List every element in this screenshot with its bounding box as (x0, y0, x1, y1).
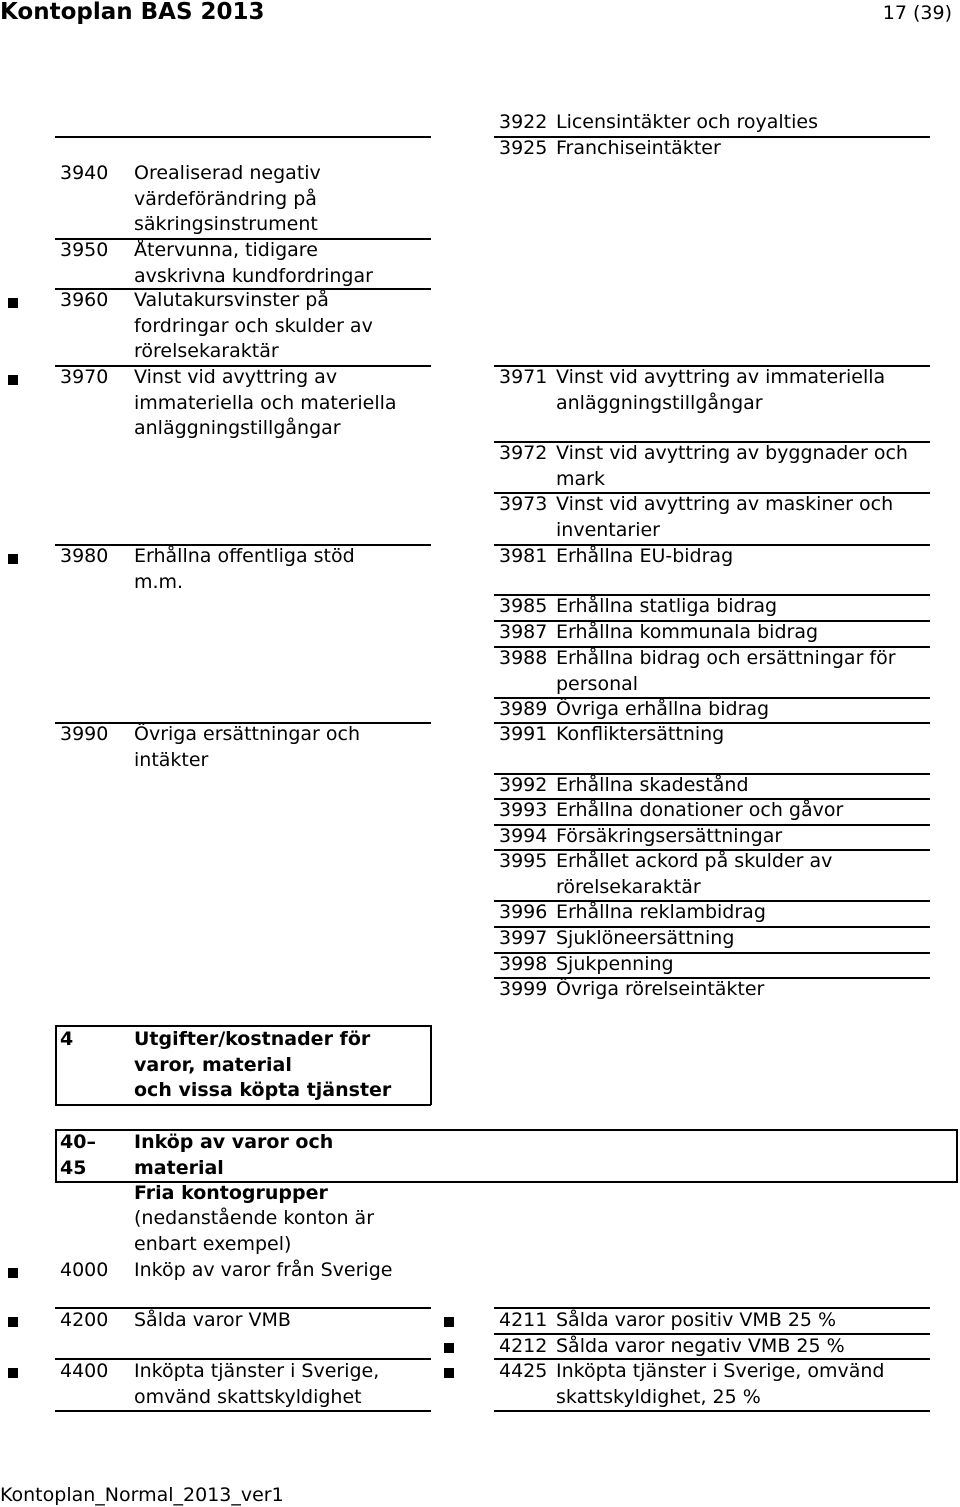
account-name-line: fordringar och skulder av (134, 314, 373, 337)
account-name: Sålda varor VMB (134, 1309, 291, 1331)
account-name (134, 238, 373, 289)
sub-account-number: 3988 (499, 647, 548, 669)
footer-filename: Kontoplan_Normal_2013_ver1 (0, 1484, 284, 1506)
account-name-line: Återvunna, tidigare (134, 239, 318, 261)
divider (494, 1410, 930, 1412)
sub-account-name: Erhållna skadestånd (556, 774, 749, 796)
sub-account-name-line: Vinst vid avyttring av byggnader och (556, 442, 908, 464)
sub-account-name-line: Inköpta tjänster i Sverige, omvänd (556, 1360, 885, 1382)
account-name-line: m.m. (134, 570, 184, 593)
sub-account-number: 3994 (499, 825, 548, 847)
bullet-icon (8, 1268, 18, 1278)
account-name (134, 365, 397, 442)
bullet-icon (8, 1368, 18, 1378)
sub-account-number: 3972 (499, 442, 548, 464)
box-border-left (55, 1025, 57, 1105)
account-name-line: Övriga ersättningar och (134, 723, 361, 745)
sub-account-name: Konfliktersättning (556, 723, 725, 745)
sub-account-name-line: inventarier (556, 518, 660, 541)
sub-account-name-line: Vinst vid avyttring av immateriella (556, 366, 886, 388)
account-number: 4400 (60, 1360, 109, 1382)
class-number: 4 (60, 1028, 74, 1050)
sub-account-name-line: rörelsekaraktär (556, 875, 701, 898)
account-name-line: Orealiserad negativ (134, 162, 321, 184)
sub-account-name-line: skattskyldighet, 25 % (556, 1385, 761, 1408)
account-name-line: Vinst vid avyttring av (134, 366, 338, 388)
sub-account-name: Erhållna reklambidrag (556, 901, 766, 923)
sub-account-name (556, 1359, 884, 1410)
account-name-line: avskrivna kundfordringar (134, 264, 373, 287)
account-name-line: intäkter (134, 748, 209, 771)
class-title-line: och vissa köpta tjänster (134, 1079, 392, 1102)
sub-account-name (556, 492, 893, 543)
account-name-line: omvänd skattskyldighet (134, 1385, 362, 1408)
account-number: 4000 (60, 1259, 109, 1281)
account-name (134, 1359, 379, 1410)
free-groups-note (134, 1206, 374, 1257)
sub-account-name: Försäkringsersättningar (556, 825, 783, 847)
account-name-line: säkringsinstrument (134, 213, 318, 236)
account-number: 3950 (60, 239, 109, 261)
bullet-icon (444, 1317, 454, 1327)
class-title (134, 1027, 391, 1104)
sub-account-name: Erhållna donationer och gåvor (556, 799, 844, 821)
class-title-line: Utgifter/kostnader för (134, 1028, 371, 1050)
class-title-line: varor, material (134, 1053, 292, 1076)
sub-account-name: Erhållna kommunala bidrag (556, 621, 819, 643)
account-name-line: Valutakursvinster på (134, 289, 329, 311)
bullet-icon (444, 1368, 454, 1378)
account-name-line: Inköpta tjänster i Sverige, (134, 1360, 380, 1382)
group-number-line: 40– (60, 1131, 96, 1153)
sub-account-name (556, 849, 832, 900)
sub-account-number: 3973 (499, 493, 548, 515)
sub-account-name: Sålda varor positiv VMB 25 % (556, 1309, 837, 1331)
account-name-line: immateriella och materiella (134, 391, 397, 414)
bullet-icon (8, 375, 18, 385)
account-name-line: rörelsekaraktär (134, 340, 279, 363)
account-name (134, 161, 321, 238)
sub-account-number: 4425 (499, 1360, 548, 1382)
free-groups-note-line: enbart exempel) (134, 1232, 292, 1255)
sub-account-number: 3989 (499, 698, 548, 720)
sub-account-number: 3999 (499, 978, 548, 1000)
sub-account-name: Licensintäkter och royalties (556, 111, 819, 133)
sub-account-name-line: anläggningstillgångar (556, 391, 763, 414)
account-number: 3980 (60, 545, 109, 567)
sub-account-name-line: personal (556, 672, 639, 695)
document-title: Kontoplan BAS 2013 (0, 0, 265, 25)
sub-account-number: 4211 (499, 1309, 548, 1331)
sub-account-name (556, 441, 908, 492)
group-title (134, 1130, 333, 1181)
account-name (134, 544, 355, 595)
sub-account-name: Franchiseintäkter (556, 137, 721, 159)
sub-account-number: 3987 (499, 621, 548, 643)
account-name: Inköp av varor från Sverige (134, 1259, 393, 1281)
account-number: 4200 (60, 1309, 109, 1331)
free-groups-note-line: (nedanstående konton är (134, 1207, 375, 1229)
sub-account-number: 3993 (499, 799, 548, 821)
sub-account-number: 3996 (499, 901, 548, 923)
sub-account-name (556, 646, 896, 697)
account-name-line: anläggningstillgångar (134, 417, 341, 440)
sub-account-name: Sålda varor negativ VMB 25 % (556, 1335, 845, 1357)
box-border-right (430, 1025, 432, 1105)
sub-account-name-line: Erhållna bidrag och ersättningar för (556, 647, 896, 669)
group-title-line: Inköp av varor och (134, 1131, 334, 1153)
bullet-icon (8, 298, 18, 308)
account-number: 3970 (60, 366, 109, 388)
group-number-line: 45 (60, 1156, 87, 1179)
sub-account-number: 3992 (499, 774, 548, 796)
group-number (60, 1130, 96, 1181)
bullet-icon (8, 554, 18, 564)
sub-account-name (556, 365, 885, 416)
sub-account-number: 3981 (499, 545, 548, 567)
page-number: 17 (39) (882, 2, 952, 24)
account-number: 3960 (60, 289, 109, 311)
bullet-icon (444, 1343, 454, 1353)
sub-account-number: 3922 (499, 111, 548, 133)
divider (55, 1410, 431, 1412)
account-number: 3940 (60, 162, 109, 184)
account-name-line: Erhållna offentliga stöd (134, 545, 355, 567)
sub-account-name-line: Vinst vid avyttring av maskiner och (556, 493, 894, 515)
account-number: 3990 (60, 723, 109, 745)
sub-account-number: 4212 (499, 1335, 548, 1357)
bullet-icon (8, 1317, 18, 1327)
sub-account-number: 3991 (499, 723, 548, 745)
sub-account-number: 3925 (499, 137, 548, 159)
box-border-left (55, 1129, 57, 1182)
divider (55, 136, 431, 138)
account-name (134, 722, 360, 773)
sub-account-name: Sjuklöneersättning (556, 927, 735, 949)
sub-account-number: 3995 (499, 850, 548, 872)
sub-account-name: Sjukpenning (556, 953, 674, 975)
free-groups-heading: Fria kontogrupper (134, 1182, 328, 1204)
box-border-right (956, 1129, 958, 1182)
group-title-line: material (134, 1156, 224, 1179)
sub-account-number: 3985 (499, 595, 548, 617)
sub-account-name-line: mark (556, 467, 605, 490)
sub-account-number: 3997 (499, 927, 548, 949)
sub-account-name: Övriga rörelseintäkter (556, 978, 765, 1000)
sub-account-number: 3998 (499, 953, 548, 975)
account-name (134, 288, 373, 365)
sub-account-name: Erhållna statliga bidrag (556, 595, 778, 617)
account-name-line: värdeförändring på (134, 187, 317, 210)
sub-account-name-line: Erhållet ackord på skulder av (556, 850, 833, 872)
sub-account-name: Erhållna EU-bidrag (556, 545, 734, 567)
sub-account-number: 3971 (499, 366, 548, 388)
sub-account-name: Övriga erhållna bidrag (556, 698, 770, 720)
box-border-bottom (55, 1104, 431, 1106)
